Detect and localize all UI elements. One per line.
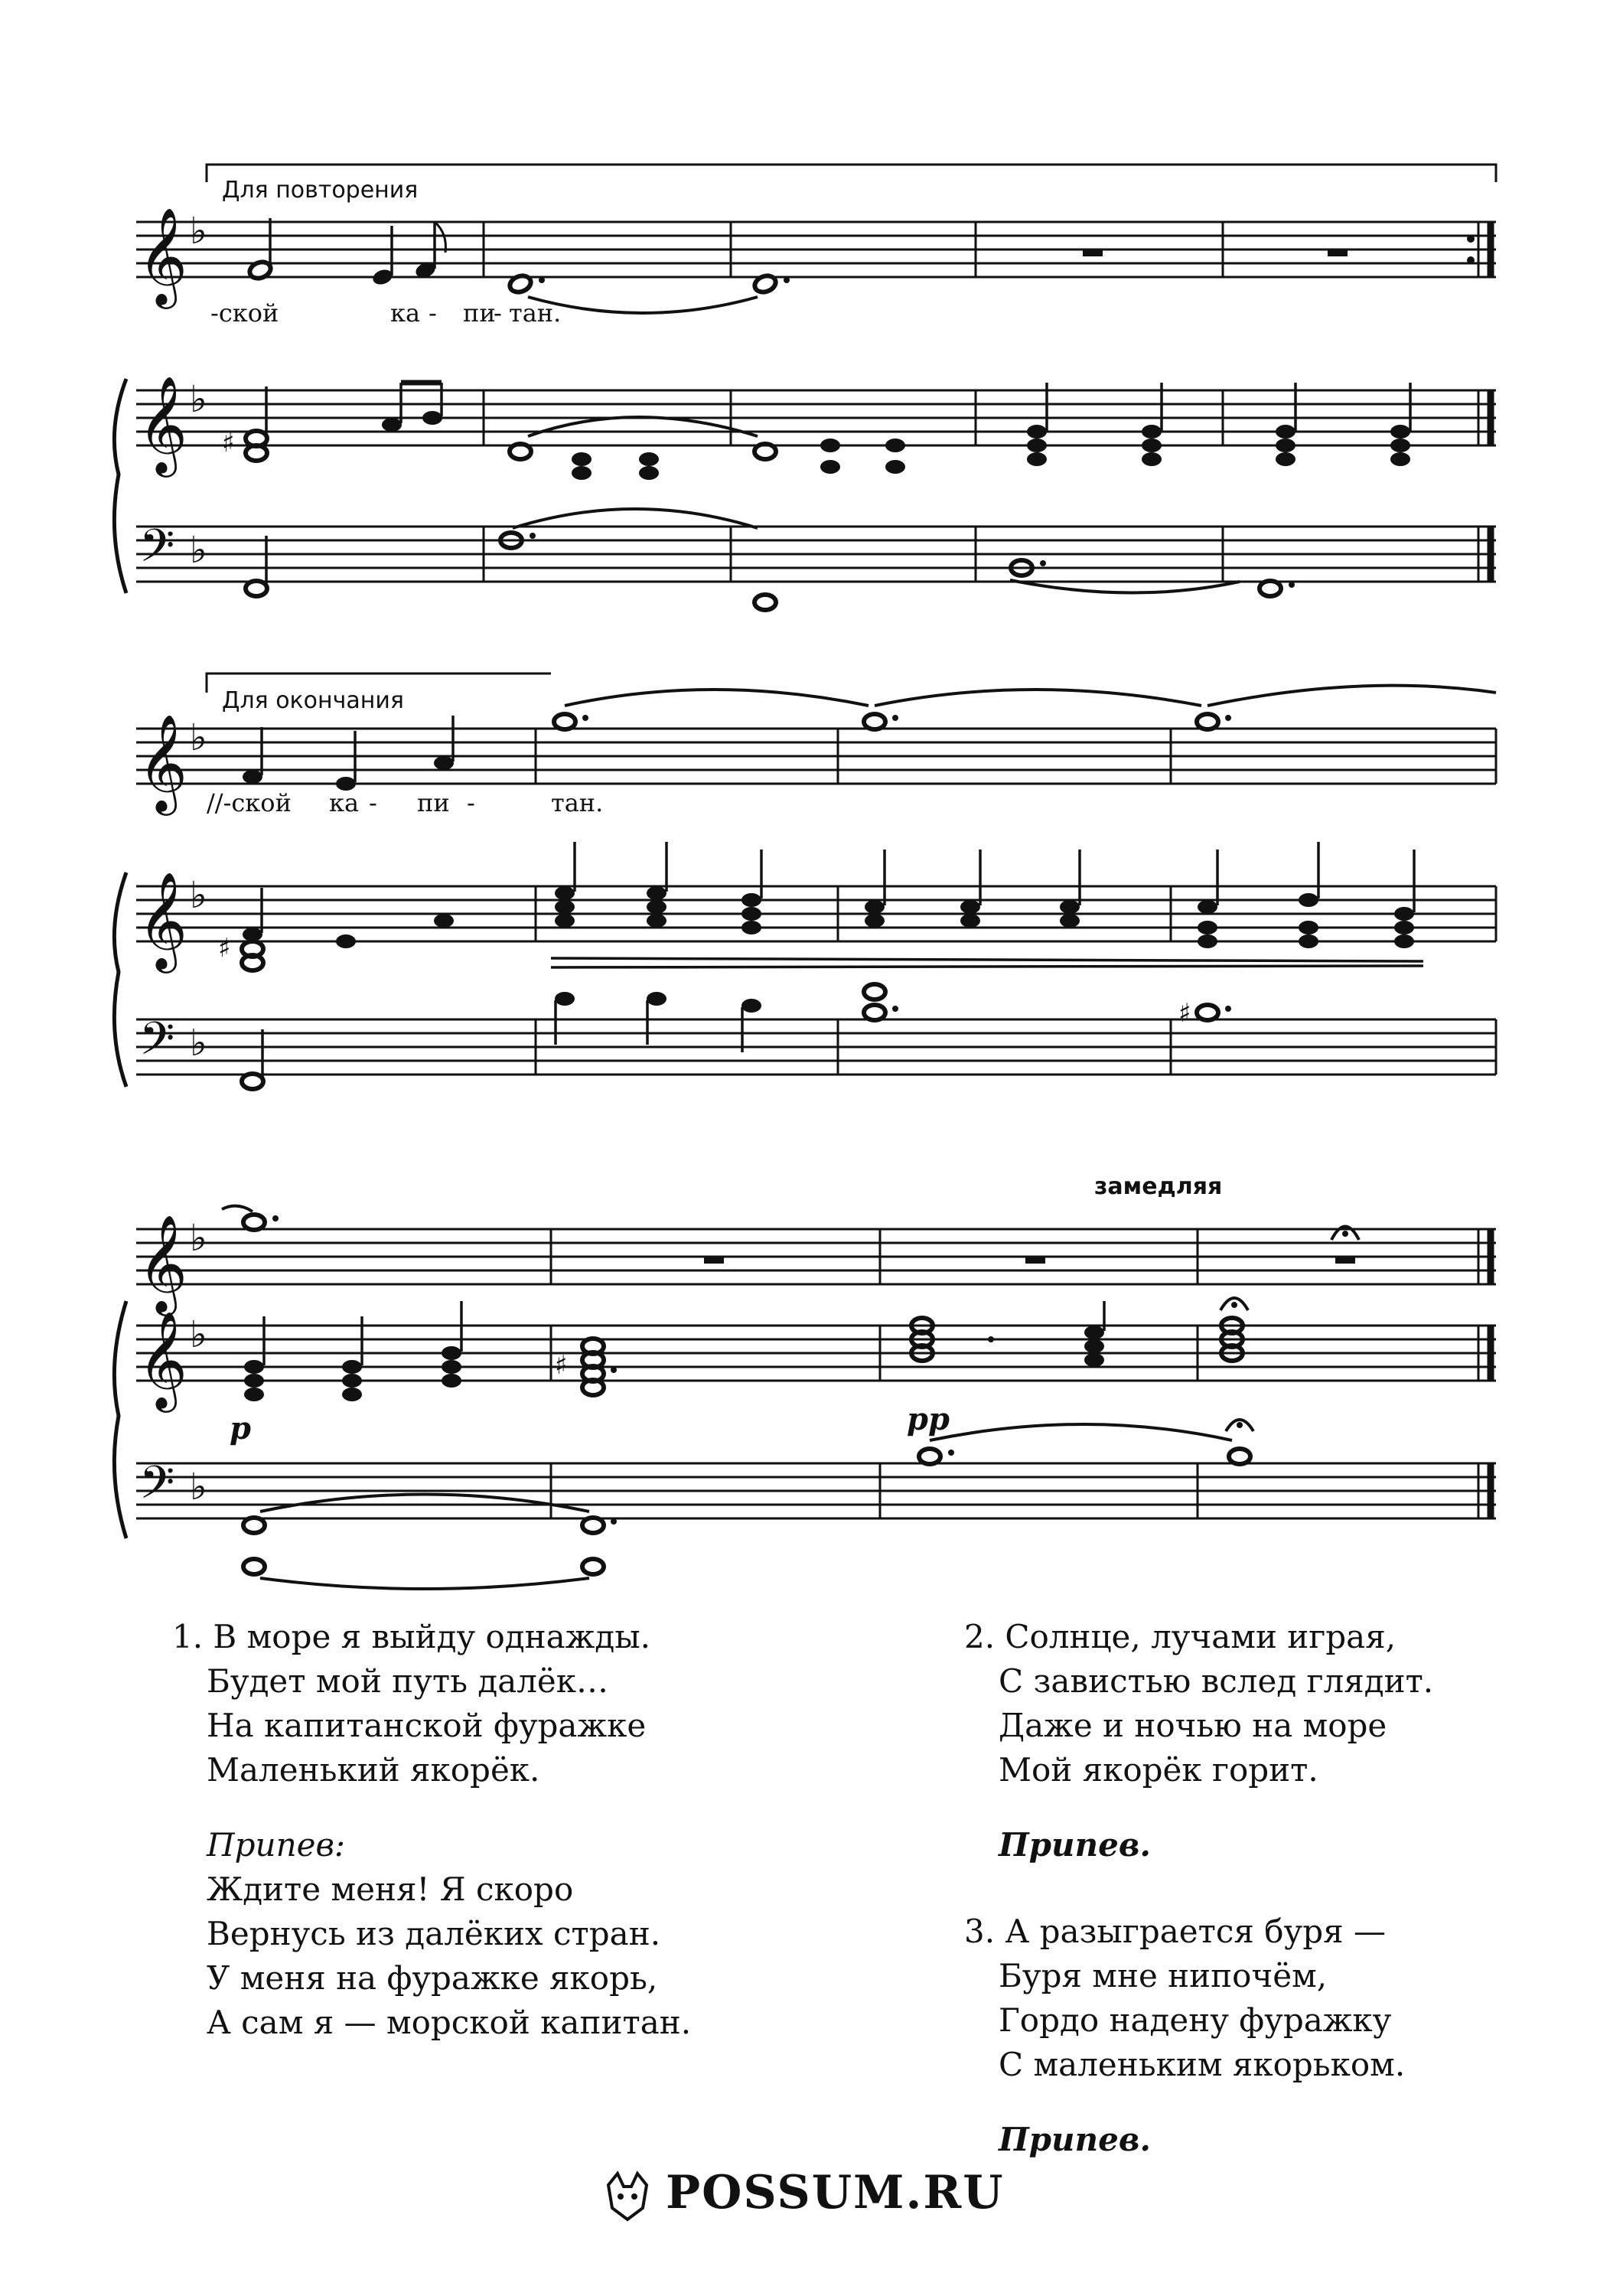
svg-text:♭: ♭	[190, 1217, 207, 1260]
whole-rest-icon	[1328, 249, 1348, 256]
piano-bass-staff-3	[136, 1420, 1496, 1589]
verse-2-line: С завистью вслед глядит.	[999, 1662, 1434, 1700]
verses-left-column	[172, 1615, 691, 2045]
svg-text:𝄢: 𝄢	[139, 1456, 175, 1520]
tempo-marking: замедляя	[1094, 1173, 1223, 1200]
verse-1-line: 1. В море я выйду однажды.	[172, 1618, 650, 1655]
chorus-line: У меня на фуражке якорь,	[207, 1959, 658, 1997]
verse-2-line: Даже и ночью на море	[999, 1707, 1387, 1744]
svg-text:пи: пи	[463, 298, 496, 328]
svg-text:♭: ♭	[190, 874, 207, 917]
svg-text:пи: пи	[417, 788, 450, 817]
verse-3-line: Гордо надену фуражку	[999, 2001, 1392, 2039]
svg-text:♯: ♯	[1178, 998, 1191, 1029]
bass-clef-icon: 𝄢	[139, 519, 175, 583]
dynamic-pp: pp	[907, 1401, 950, 1437]
svg-text:-: -	[467, 788, 475, 817]
refrain-label: Припев.	[999, 1826, 1152, 1864]
chorus-title: Припев:	[207, 1826, 346, 1864]
watermark-text: POSSUM.RU	[666, 2166, 1005, 2219]
piano-bass-staff-1	[136, 509, 1496, 610]
svg-text:𝄢: 𝄢	[139, 1012, 175, 1076]
svg-text:♯: ♯	[555, 1350, 568, 1381]
verse-1-line: Будет мой путь далёк…	[207, 1662, 609, 1700]
svg-text:♭: ♭	[190, 1313, 207, 1356]
refrain-label: Припев.	[999, 2121, 1152, 2158]
svg-text:𝄞: 𝄞	[138, 1214, 188, 1312]
svg-text:♭: ♭	[190, 1466, 207, 1508]
volta-ending-label: Для окончания	[222, 687, 404, 714]
svg-text:♭: ♭	[190, 716, 207, 759]
svg-text:♯: ♯	[218, 933, 231, 964]
svg-text:𝄞: 𝄞	[138, 713, 188, 811]
piano-brace-icon	[114, 379, 126, 593]
svg-text:♯: ♯	[222, 428, 235, 458]
svg-text:♭: ♭	[190, 378, 207, 421]
piano-treble-staff-3	[136, 1298, 1496, 1413]
possum-logo-icon	[601, 2170, 654, 2223]
verse-2-line: Мой якорёк горит.	[999, 1751, 1318, 1789]
svg-text:-: -	[369, 788, 377, 817]
svg-text:𝄞: 𝄞	[138, 871, 188, 969]
lyric-syllable: -ской	[210, 298, 279, 328]
svg-text:♭: ♭	[190, 529, 207, 572]
whole-rest-icon	[1083, 249, 1103, 256]
vocal-staff-3	[136, 1206, 1496, 1316]
treble-clef-icon: 𝄞	[138, 207, 188, 305]
svg-text:ка: ка	[390, 298, 421, 328]
svg-text:-: -	[494, 298, 502, 328]
piano-bass-staff-2	[136, 984, 1496, 1089]
chorus-line: Ждите меня! Я скоро	[207, 1870, 574, 1908]
volta-repeat-label: Для повторения	[222, 177, 419, 204]
system-3	[114, 1173, 1496, 1589]
svg-text:-: -	[429, 298, 437, 328]
svg-text:𝄞: 𝄞	[138, 375, 188, 473]
svg-text:тан.: тан.	[509, 298, 562, 328]
chorus-line: А сам я — морской капитан.	[207, 2004, 692, 2041]
svg-text://-ской: //-ской	[207, 788, 292, 817]
system-2	[114, 673, 1496, 1089]
verse-3-line: Буря мне нипочём,	[999, 1957, 1328, 1994]
svg-text:ка: ка	[329, 788, 360, 817]
piano-treble-staff-1	[136, 375, 1496, 480]
svg-text:♭: ♭	[190, 1022, 207, 1065]
chorus-line: Вернусь из далёких стран.	[207, 1915, 661, 1952]
verse-1-line: Маленький якорёк.	[207, 1751, 540, 1789]
dynamic-p: p	[230, 1411, 251, 1446]
verses-right-column	[964, 1615, 1433, 2162]
verse-2-line: 2. Солнце, лучами играя,	[964, 1618, 1396, 1655]
svg-text:тан.: тан.	[551, 788, 604, 817]
svg-text:𝄞: 𝄞	[138, 1310, 188, 1408]
piano-treble-staff-2	[136, 842, 1496, 974]
verse-1-line: На капитанской фуражке	[207, 1707, 647, 1744]
verse-3-line: С маленьким якорьком.	[999, 2046, 1406, 2083]
system-1	[114, 165, 1496, 610]
verse-3-line: 3. А разыграется буря —	[964, 1913, 1386, 1950]
flat-icon: ♭	[190, 210, 207, 253]
vocal-staff-1	[136, 207, 1496, 313]
